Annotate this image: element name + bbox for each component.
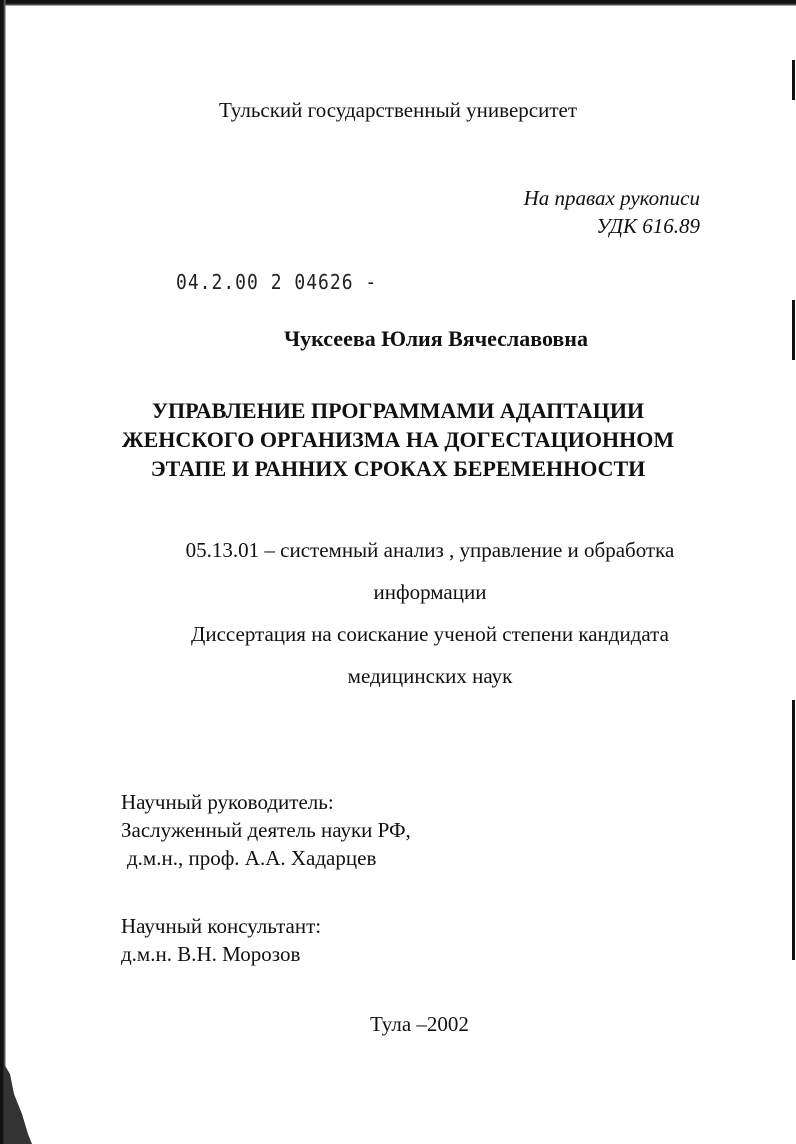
supervisor-name: д.м.н., проф. А.А. Хадарцев xyxy=(127,846,377,870)
specialty-line-1: 05.13.01 – системный анализ , управление и обработка xyxy=(185,538,675,562)
scan-smudge xyxy=(4,1064,34,1144)
registration-stamp: 04.2.00 2 04626 - xyxy=(176,270,378,295)
scan-border-left xyxy=(0,0,6,1144)
consultant-label: Научный консультант: xyxy=(121,914,322,938)
supervisor-title: Заслуженный деятель науки РФ, xyxy=(121,818,411,842)
university-name: Тульский государственный университет xyxy=(218,98,577,122)
supervisor-label: Научный руководитель: xyxy=(121,790,334,814)
city-year: Тула –2002 xyxy=(370,1012,469,1036)
dissertation-title xyxy=(0,396,796,483)
degree-line-2: медицинских наук xyxy=(347,664,513,688)
udk-code: УДК 616.89 xyxy=(596,214,700,238)
manuscript-note: На правах рукописи xyxy=(523,186,700,210)
specialty-line-2: информации xyxy=(373,580,487,604)
title-line-1: УПРАВЛЕНИЕ ПРОГРАММАМИ АДАПТАЦИИ xyxy=(151,398,645,423)
consultant-name: д.м.н. В.Н. Морозов xyxy=(121,942,301,966)
degree-line-1: Диссертация на соискание ученой степени кандидата xyxy=(191,622,669,646)
author-name: Чуксеева Юлия Вячеславовна xyxy=(284,326,588,351)
scan-border-top xyxy=(0,0,796,6)
title-line-2: ЖЕНСКОГО ОРГАНИЗМА НА ДОГЕСТАЦИОННОМ xyxy=(121,427,675,452)
scan-border-right xyxy=(788,0,796,1144)
title-line-3: ЭТАПЕ И РАННИХ СРОКАХ БЕРЕМЕННОСТИ xyxy=(150,456,646,481)
